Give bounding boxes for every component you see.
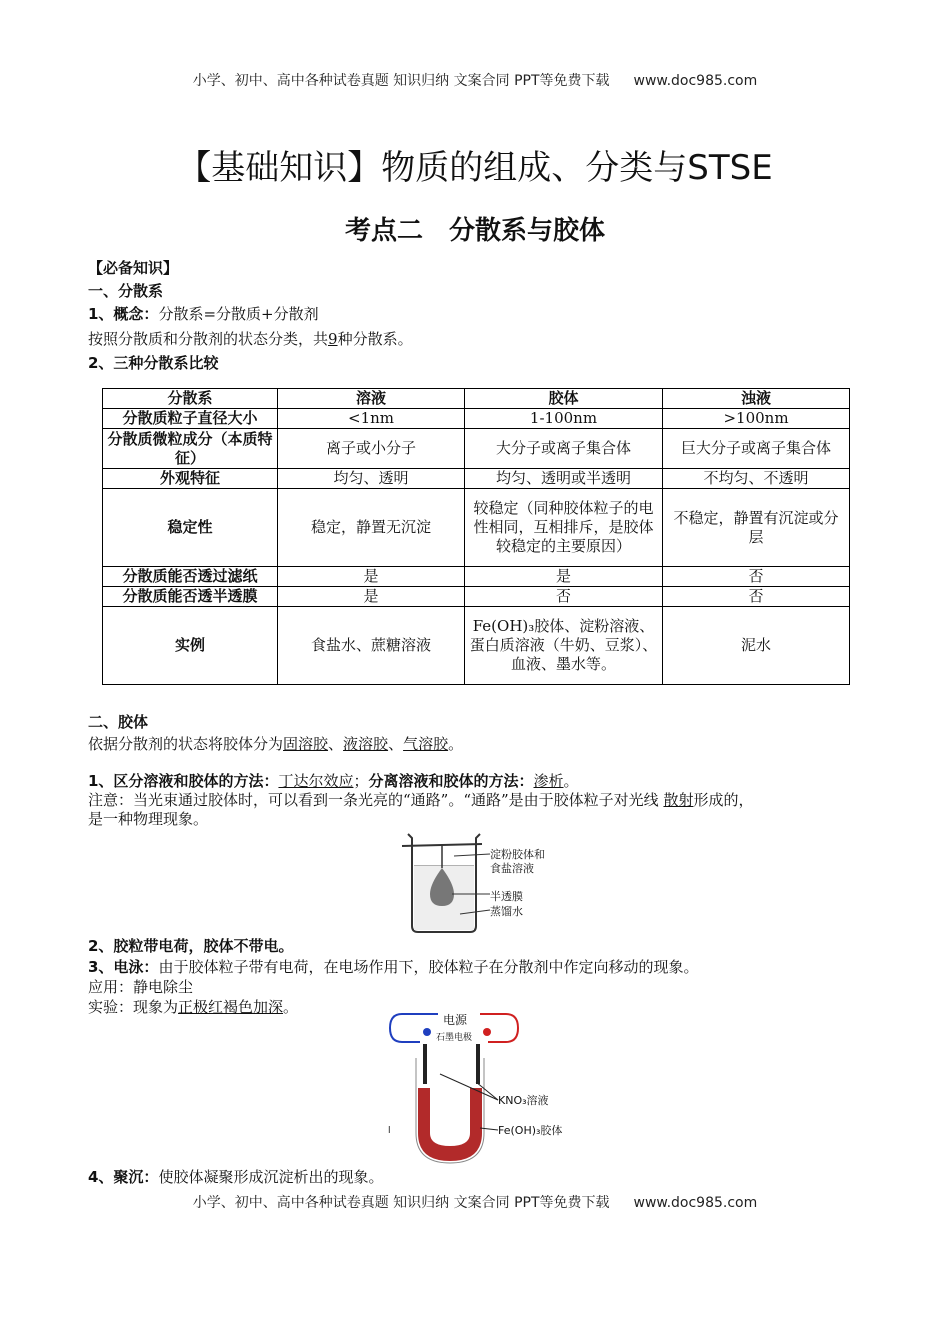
s1-concept [88, 304, 319, 324]
row-header: 分散质粒子直径大小 [103, 409, 278, 429]
table-cell: 1-100nm [465, 409, 663, 429]
feoh-label: Fe(OH)₃胶体 [498, 1124, 563, 1137]
state-end: 。 [448, 735, 464, 753]
fig1-label: 半透膜 [490, 890, 523, 903]
classify-post: 种分散系。 [337, 330, 413, 348]
row-header: 分散质能否透半透膜 [103, 587, 278, 607]
s2-note [88, 790, 753, 810]
table-cell: 均匀、透明 [278, 469, 465, 489]
dialysis-figure [400, 826, 560, 936]
positive-wire [480, 1014, 518, 1042]
table-header-cell: 分散系 [103, 389, 278, 409]
s1-heading: 一、分散系 [88, 282, 164, 300]
s2-p1 [88, 771, 579, 791]
state-pre: 依据分散剂的状态将胶体分为 [88, 735, 284, 753]
page-footer [0, 1192, 950, 1212]
section-tag: 【必备知识】 [88, 259, 179, 277]
p1-sep: ； [353, 772, 369, 790]
table-header-cell: 溶液 [278, 389, 465, 409]
electrode-label: 石墨电极 [436, 1033, 473, 1043]
header-site[interactable]: www.doc985.com [633, 73, 758, 89]
table-cell: 不稳定，静置有沉淀或分层 [663, 489, 850, 567]
row-header: 稳定性 [103, 489, 278, 567]
table-row [103, 409, 850, 429]
s2-p2: 2、胶粒带电荷，胶体不带电。 [88, 937, 294, 955]
table-cell: 否 [663, 567, 850, 587]
table-cell: 离子或小分子 [278, 429, 465, 469]
stray-mark: l [388, 1126, 391, 1136]
table-cell: 食盐水、蔗糖溶液 [278, 607, 465, 685]
p1-label2: 分离溶液和胶体的方法： [368, 772, 534, 790]
state-item: 液溶胶 [343, 735, 389, 753]
table-cell: >100nm [663, 409, 850, 429]
negative-terminal [423, 1028, 431, 1036]
p1-value2: 渗析 [533, 772, 564, 790]
p4-label: 4、聚沉： [88, 1168, 159, 1186]
negative-wire [390, 1014, 438, 1042]
table-header-cell: 浊液 [663, 389, 850, 409]
u-tube-diagram [380, 1008, 580, 1170]
table-row [103, 587, 850, 607]
table-header-row [103, 389, 850, 409]
fig1-label: 淀粉胶体和 [490, 848, 545, 861]
row-header: 分散质微粒成分（本质特征） [103, 429, 278, 469]
table-cell: 均匀、透明或半透明 [465, 469, 663, 489]
compare-heading: 2、三种分散系比较 [88, 354, 219, 372]
p1-label: 1、区分溶液和胶体的方法： [88, 772, 279, 790]
footer-text: 小学、初中、高中各种试卷真题 知识归纳 文案合同 PPT等免费下载 [192, 1195, 610, 1211]
header-text: 小学、初中、高中各种试卷真题 知识归纳 文案合同 PPT等免费下载 [192, 73, 610, 89]
row-header: 实例 [103, 607, 278, 685]
electrophoresis-figure [380, 1008, 580, 1170]
note-pre: 注意：当光束通过胶体时，可以看到一条光亮的“通路”。“通路”是由于胶体粒子对光线 [88, 791, 664, 809]
footer-site[interactable]: www.doc985.com [633, 1195, 758, 1211]
s2-app: 应用：静电除尘 [88, 978, 194, 996]
table-cell: 不均匀、不透明 [663, 469, 850, 489]
page-header [0, 70, 950, 90]
page-title: 【基础知识】物质的组成、分类与STSE [177, 148, 773, 188]
kno3-label: KNO₃溶液 [498, 1094, 549, 1107]
beaker-diagram [400, 826, 560, 936]
table-row [103, 607, 850, 685]
table-cell: 大分子或离子集合体 [465, 429, 663, 469]
s2-p3 [88, 957, 698, 977]
table-cell: 是 [278, 587, 465, 607]
p3-text: 由于胶体粒子带有电荷，在电场作用下，胶体粒子在分散剂中作定向移动的现象。 [158, 958, 699, 976]
table-cell: Fe(OH)₃胶体、淀粉溶液、蛋白质溶液（牛奶、豆浆）、血液、墨水等。 [465, 607, 663, 685]
state-sep: 、 [388, 735, 404, 753]
fig1-label: 食盐溶液 [490, 862, 534, 875]
power-label: 电源 [443, 1013, 468, 1027]
table-cell: 较稳定（同种胶体粒子的电性相同，互相排斥，是胶体较稳定的主要原因） [465, 489, 663, 567]
table-cell: 稳定，静置无沉淀 [278, 489, 465, 567]
classify-pre: 按照分散质和分散剂的状态分类，共 [88, 330, 329, 348]
note-line2: 是一种物理现象。 [88, 810, 209, 828]
exp-end: 。 [283, 998, 299, 1016]
classify-num: 9 [328, 330, 338, 348]
table-cell: <1nm [278, 409, 465, 429]
concept-label: 1、概念： [88, 305, 159, 323]
note-underline: 散射 [663, 791, 694, 809]
state-item: 固溶胶 [283, 735, 329, 753]
table-cell: 泥水 [663, 607, 850, 685]
p1-value: 丁达尔效应 [278, 772, 354, 790]
table-row [103, 567, 850, 587]
s2-exp [88, 997, 298, 1017]
table-cell: 否 [465, 587, 663, 607]
fig1-label: 蒸馏水 [490, 905, 523, 918]
table-cell: 是 [278, 567, 465, 587]
page-subtitle: 考点二 分散系与胶体 [344, 216, 605, 246]
colloid-fill [418, 1088, 482, 1161]
table-cell: 是 [465, 567, 663, 587]
s2-state [88, 734, 463, 754]
s1-classify [88, 329, 413, 349]
s2-p4 [88, 1167, 383, 1187]
concept-text: 分散系=分散质+分散剂 [158, 305, 319, 323]
positive-terminal [483, 1028, 491, 1036]
state-sep: 、 [328, 735, 344, 753]
row-header: 外观特征 [103, 469, 278, 489]
table-cell: 否 [663, 587, 850, 607]
note-post: 形成的， [693, 791, 754, 809]
state-item: 气溶胶 [403, 735, 449, 753]
exp-pre: 实验：现象为 [88, 998, 179, 1016]
row-header: 分散质能否透过滤纸 [103, 567, 278, 587]
table-row [103, 469, 850, 489]
table-row [103, 429, 850, 469]
p4-text: 使胶体凝聚形成沉淀析出的现象。 [158, 1168, 384, 1186]
comparison-table [102, 388, 850, 685]
table-row [103, 489, 850, 567]
p3-label: 3、电泳： [88, 958, 159, 976]
p1-end: 。 [563, 772, 579, 790]
table-cell: 巨大分子或离子集合体 [663, 429, 850, 469]
exp-underline: 正极红褐色加深 [178, 998, 284, 1016]
s2-heading: 二、胶体 [88, 713, 149, 731]
table-header-cell: 胶体 [465, 389, 663, 409]
